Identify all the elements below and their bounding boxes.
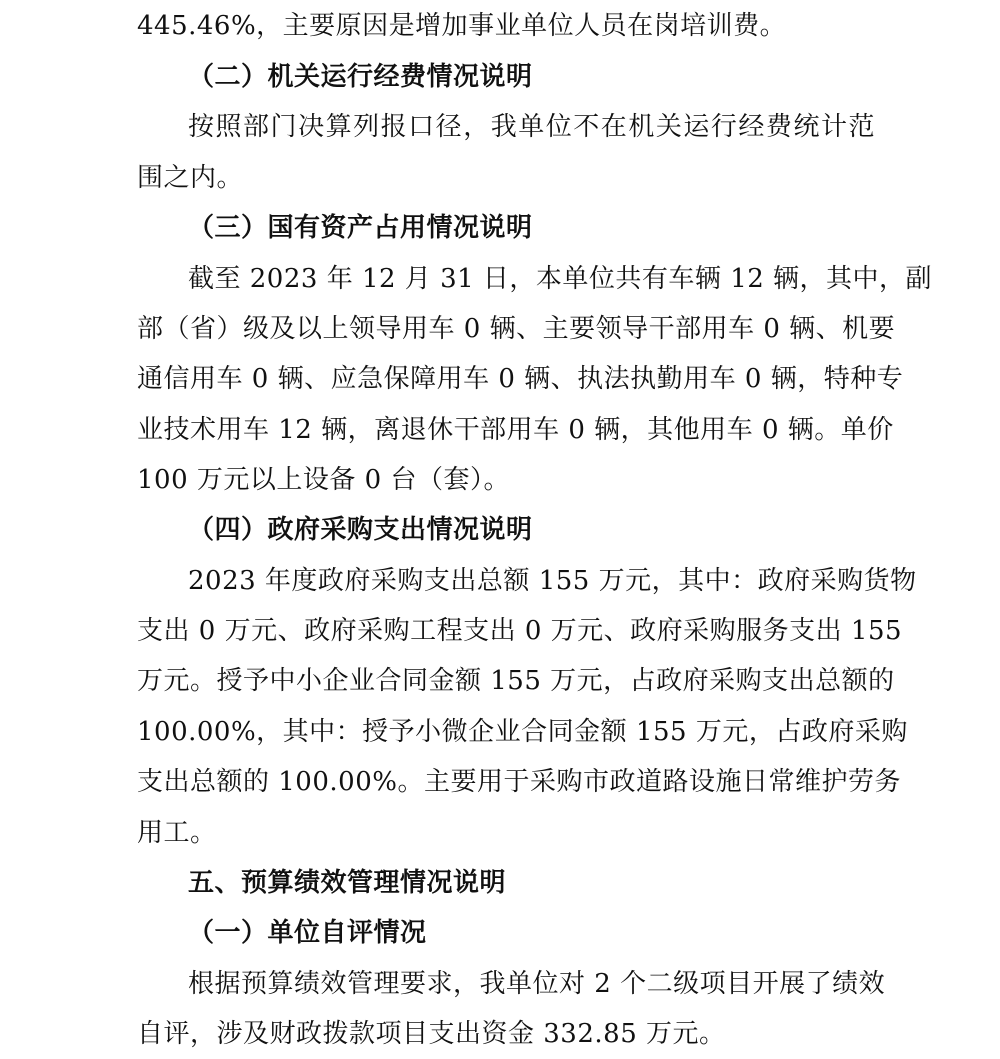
paragraph-line: 445.46%，主要原因是增加事业单位人员在岗培训费。 bbox=[137, 11, 787, 41]
section-heading: （三）国有资产占用情况说明 bbox=[188, 213, 533, 243]
paragraph-line: 用工。 bbox=[137, 818, 217, 848]
section-heading: （一）单位自评情况 bbox=[188, 918, 427, 948]
paragraph-line: 2023 年度政府采购支出总额 155 万元，其中：政府采购货物 bbox=[188, 566, 917, 596]
section-heading: （四）政府采购支出情况说明 bbox=[188, 515, 533, 545]
paragraph-line: 万元。授予中小企业合同金额 155 万元，占政府采购支出总额的 bbox=[137, 666, 895, 696]
paragraph-line: 通信用车 0 辆、应急保障用车 0 辆、执法执勤用车 0 辆，特种专 bbox=[137, 364, 904, 394]
paragraph-line: 自评，涉及财政拨款项目支出资金 332.85 万元。 bbox=[137, 1019, 726, 1049]
paragraph-line: 支出总额的 100.00%。主要用于采购市政道路设施日常维护劳务 bbox=[137, 767, 901, 797]
paragraph-line: 100.00%，其中：授予小微企业合同金额 155 万元，占政府采购 bbox=[137, 717, 908, 747]
paragraph-line: 围之内。 bbox=[137, 163, 244, 193]
chapter-heading: 五、预算绩效管理情况说明 bbox=[188, 868, 507, 898]
paragraph-line: 业技术用车 12 辆，离退休干部用车 0 辆，其他用车 0 辆。单价 bbox=[137, 415, 894, 445]
paragraph-line: 100 万元以上设备 0 台（套）。 bbox=[137, 465, 510, 495]
paragraph-line: 根据预算绩效管理要求，我单位对 2 个二级项目开展了绩效 bbox=[188, 969, 886, 999]
section-heading: （二）机关运行经费情况说明 bbox=[188, 62, 533, 92]
paragraph-line: 按照部门决算列报口径，我单位不在机关运行经费统计范 bbox=[188, 112, 875, 142]
paragraph-line: 支出 0 万元、政府采购工程支出 0 万元、政府采购服务支出 155 bbox=[137, 616, 903, 646]
paragraph-line: 部（省）级及以上领导用车 0 辆、主要领导干部用车 0 辆、机要 bbox=[137, 314, 896, 344]
paragraph-line: 截至 2023 年 12 月 31 日，本单位共有车辆 12 辆，其中，副 bbox=[188, 264, 933, 294]
